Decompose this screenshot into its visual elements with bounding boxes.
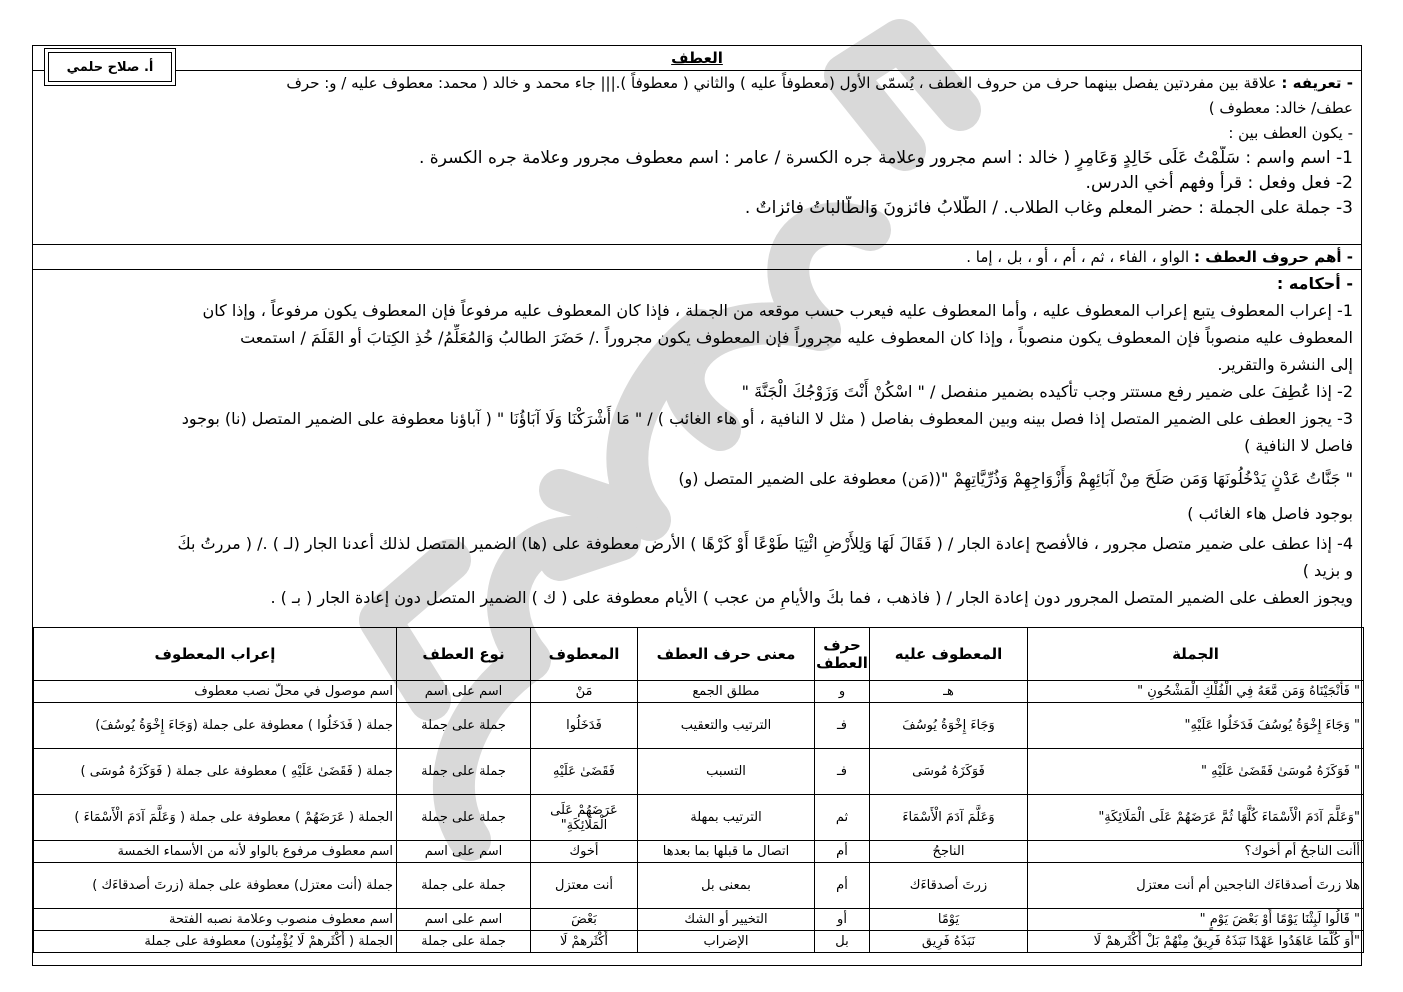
rule-line: بوجود فاصل هاء الغائب ) [1187, 504, 1353, 523]
table-cell: جملة ( فَدَخَلُوا ) معطوفة على جملة (وَجَاءَ إِخْوَةُ يُوسُفَ) [34, 703, 397, 749]
table-cell: أخوك [531, 841, 638, 863]
table-cell: اسم على اسم [397, 909, 531, 931]
table-cell: هـ [870, 681, 1028, 703]
table-cell: جملة على جملة [397, 931, 531, 953]
table-cell: اتصال ما قبلها بما بعدها [638, 841, 815, 863]
example-line: 2- فعل وفعل : قرأ وفهم أخي الدرس. [1085, 173, 1353, 193]
table-cell: هلا زرتَ أصدقاءَك الناجحين أم أنت معتزل [1028, 863, 1364, 909]
table-cell: فـ [815, 749, 870, 795]
table-cell: و [815, 681, 870, 703]
table-cell: فَقَضَىٰ عَلَيْهِ [531, 749, 638, 795]
table-cell: "أَوَ كُلَّمَا عَاهَدُوا عَهْدًا نَبَذَهُ فَرِيقٌ مِنْهُمْ بَلْ أَكْثَرهمْ لَا [1028, 931, 1364, 953]
header-cell: نوع العطف [397, 628, 531, 681]
example-line: 3- جملة على الجملة : حضر المعلم وغاب الطلاب. / الطّلابُ فائزونَ وَالطّالباتُ فائزاتٌ . [744, 198, 1353, 218]
table-cell: فَوَكَزَهُ مُوسَى [870, 749, 1028, 795]
table-cell: اسم على اسم [397, 841, 531, 863]
table-cell: جملة على جملة [397, 795, 531, 841]
table-cell: أو [815, 909, 870, 931]
rule-line: إلى النشرة والتقرير. [1217, 355, 1353, 374]
table-cell: " وَجَاءَ إِخْوَةُ يُوسُفَ فَدَخَلُوا عَلَيْهِ" [1028, 703, 1364, 749]
header-cell: معنى حرف العطف [638, 628, 815, 681]
table-cell: الجملة ( أَكْثَرهمْ لَا يُؤْمِنُون) معطوفة على جملة [34, 931, 397, 953]
table-row [34, 703, 1364, 749]
table-row [34, 863, 1364, 909]
rule-line: ويجوز العطف على الضمير المتصل المجرور دون إعادة الجار / ( فاذهب ، فما بكَ والأيامِ من عجب ) الأيام معطوفة على ( ك ) الضمير المتصل دون إعادة الجار ( بـ ) . [270, 588, 1353, 607]
header-cell: المعطوف [531, 628, 638, 681]
table-row [34, 681, 1364, 703]
rules-section [33, 270, 1361, 627]
table-row [34, 841, 1364, 863]
example-line: 1- اسم واسم : سَلَّمْتُ عَلَى خَالِدٍ وَعَامِرٍ ( خالد : اسم مجرور وعلامة جره الكسرة / عامر : اسم معطوف مجرور وعلامة جره الكسرة . [418, 148, 1353, 168]
rule-line: و بزيد ) [1302, 561, 1353, 580]
table-cell: أم [815, 863, 870, 909]
rule-line: فاصل لا النافية ) [1244, 436, 1353, 455]
table-cell: جملة على جملة [397, 749, 531, 795]
rule-line: المعطوف عليه منصوباً فإن المعطوف يكون منصوباً ، وإذا كان المعطوف عليه مجروراً فإن المعطوف يكون مجروراً ./ حَضَرَ الطالبُ وَالمُعَلِّمُ/ خُذِ الكِتابَ أو القَلَمَ / استمعت [240, 328, 1353, 347]
table-cell: ثم [815, 795, 870, 841]
table-cell: الترتيب والتعقيب [638, 703, 815, 749]
definition-section [33, 71, 1361, 245]
table-cell: جملة على جملة [397, 703, 531, 749]
table-cell: وَعَلَّمَ آدَمَ الْأَسْمَاءَ [870, 795, 1028, 841]
table-cell: اسم معطوف منصوب وعلامة نصبه الفتحة [34, 909, 397, 931]
rule-line: 3- يجوز العطف على الضمير المتصل إذا فصل بينه وبين المعطوف بفاصل ( مثل لا النافية ، أو هاء الغائب ) / " مَا أَشْرَكْنَا وَلَا آبَاؤُنَا " ( آباؤنا معطوفة على الضمير المتصل (نا) بوجود [181, 409, 1353, 428]
definition-label: - تعريفه : [1281, 74, 1353, 92]
table-cell: اسم على اسم [397, 681, 531, 703]
rule-line: 2- إذا عُطِفَ على ضمير رفع مستتر وجب تأكيده بضمير منفصل / " اسْكُنْ أَنْتَ وَزَوْجُكَ الْجَنَّةَ " [741, 382, 1353, 401]
table-header-row [34, 628, 1364, 681]
table-row [34, 931, 1364, 953]
table-cell: الناجحُ [870, 841, 1028, 863]
table-cell: عَرَضَهُمْ عَلَى الْمَلَائِكَةِ" [531, 795, 638, 841]
table-cell: مَنْ [531, 681, 638, 703]
table-cell: مطلق الجمع [638, 681, 815, 703]
header-cell: المعطوف عليه [870, 628, 1028, 681]
author-name: أ. صلاح حلمي [48, 52, 172, 82]
table-cell: " فَوَكَزَهُ مُوسَىٰ فَقَضَىٰ عَلَيْهِ " [1028, 749, 1364, 795]
table-cell: جملة على جملة [397, 863, 531, 909]
rule-line: 1- إعراب المعطوف يتبع إعراب المعطوف عليه ، وأما المعطوف عليه فيعرب حسب موقعه من الجملة ، فإذا كان المعطوف عليه مرفوعاً فإن المعطوف يكون مرفوعاً ، وإذا كان [202, 301, 1353, 320]
table-row [34, 795, 1364, 841]
rule-line: 4- إذا عطف على ضمير متصل مجرور ، فالأفصح إعادة الجار / ( فَقَالَ لَهَا وَلِلأَرْضِ ائْتِيَا طَوْعًا أَوْ كَرْهًا ) الأرض معطوفة على (ها) الضمير المتصل لذلك أعدنا الجار (لـ ) ./ ( مررتُ بكَ [177, 534, 1353, 553]
header-cell: الجملة [1028, 628, 1364, 681]
table-cell: بَعْضَ [531, 909, 638, 931]
table-cell: بمعنى بل [638, 863, 815, 909]
page-frame [32, 45, 1362, 966]
definition-line: عطف/ خالد: معطوف ) [1208, 99, 1353, 117]
table-cell: أأنت الناجحُ أم أخوك؟ [1028, 841, 1364, 863]
letters-text: الواو ، الفاء ، ثم ، أم ، أو ، بل ، إما . [966, 248, 1194, 266]
table-cell: اسم موصول في محلّ نصب معطوف [34, 681, 397, 703]
letters-section [33, 245, 1361, 270]
table-cell: يَوْمًا [870, 909, 1028, 931]
table-cell: التخيير أو الشك [638, 909, 815, 931]
table-cell: التسبب [638, 749, 815, 795]
table-cell: أنت معتزل [531, 863, 638, 909]
rules-label: - أحكامه : [1276, 274, 1353, 293]
table-cell: بل [815, 931, 870, 953]
letters-label: - أهم حروف العطف : [1193, 248, 1353, 266]
table-cell: الترتيب بمهلة [638, 795, 815, 841]
table-cell: فـ [815, 703, 870, 749]
rule-line: " جَنَّاتُ عَدْنٍ يَدْخُلُونَهَا وَمَن صَلَحَ مِنْ آبَائِهِمْ وَأَزْوَاجِهِمْ وَذُرِّيَّاتِهِمْ "((مَن) معطوفة على الضمير المتصل (و) [678, 469, 1353, 488]
table-cell: وَجَاءَ إِخْوَةُ يُوسُفَ [870, 703, 1028, 749]
table-row [34, 909, 1364, 931]
table-cell: فَدَخَلُوا [531, 703, 638, 749]
table-cell: "وَعَلَّمَ آدَمَ الْأَسْمَاءَ كُلَّهَا ثُمَّ عَرَضَهُمْ عَلَى الْمَلَائِكَةِ" [1028, 795, 1364, 841]
page-title: العطف [33, 46, 1361, 71]
table-cell: نَبَذَهُ فَرِيق [870, 931, 1028, 953]
header-cell: حرف العطف [815, 628, 870, 681]
table-cell: " قَالُوا لَبِثْنَا يَوْمًا أَوْ بَعْضَ يَوْمٍ " [1028, 909, 1364, 931]
definition-line: - تعريفه : علاقة بين مفردتين يفصل بينهما حرف من حروف العطف ، يُسمّى الأول (معطوفاً عليه ) والثاني ( معطوفاً ).||| جاء محمد و خالد ( محمد: معطوف عليه / و: حرف [286, 74, 1353, 92]
header-cell: إعراب المعطوف [34, 628, 397, 681]
table-cell: زرتَ أصدقاءَك [870, 863, 1028, 909]
definition-line: - يكون العطف بين : [1228, 124, 1353, 142]
table-cell: اسم معطوف مرفوع بالواو لأنه من الأسماء الخمسة [34, 841, 397, 863]
table-cell: الجملة ( عَرَضَهُمْ ) معطوفة على جملة ( وَعَلَّمَ آدَمَ الْأَسْمَاءَ ) [34, 795, 397, 841]
table-cell: أم [815, 841, 870, 863]
table-cell: جملة (أنت معتزل) معطوفة على جملة (زرتَ أصدقاءَك ) [34, 863, 397, 909]
table-cell: " فَأَنْجَيْنَاهُ وَمَن مَّعَهُ فِي الْفُلْكِ الْمَشْحُونِ " [1028, 681, 1364, 703]
table-row [34, 749, 1364, 795]
table-cell: الإضراب [638, 931, 815, 953]
table-cell: جملة ( فَقَضَىٰ عَلَيْهِ ) معطوفة على جملة ( فَوَكَزَهُ مُوسَى ) [34, 749, 397, 795]
author-box [44, 48, 176, 86]
examples-table [33, 627, 1364, 953]
table-cell: أَكْثَرهمْ لَا [531, 931, 638, 953]
